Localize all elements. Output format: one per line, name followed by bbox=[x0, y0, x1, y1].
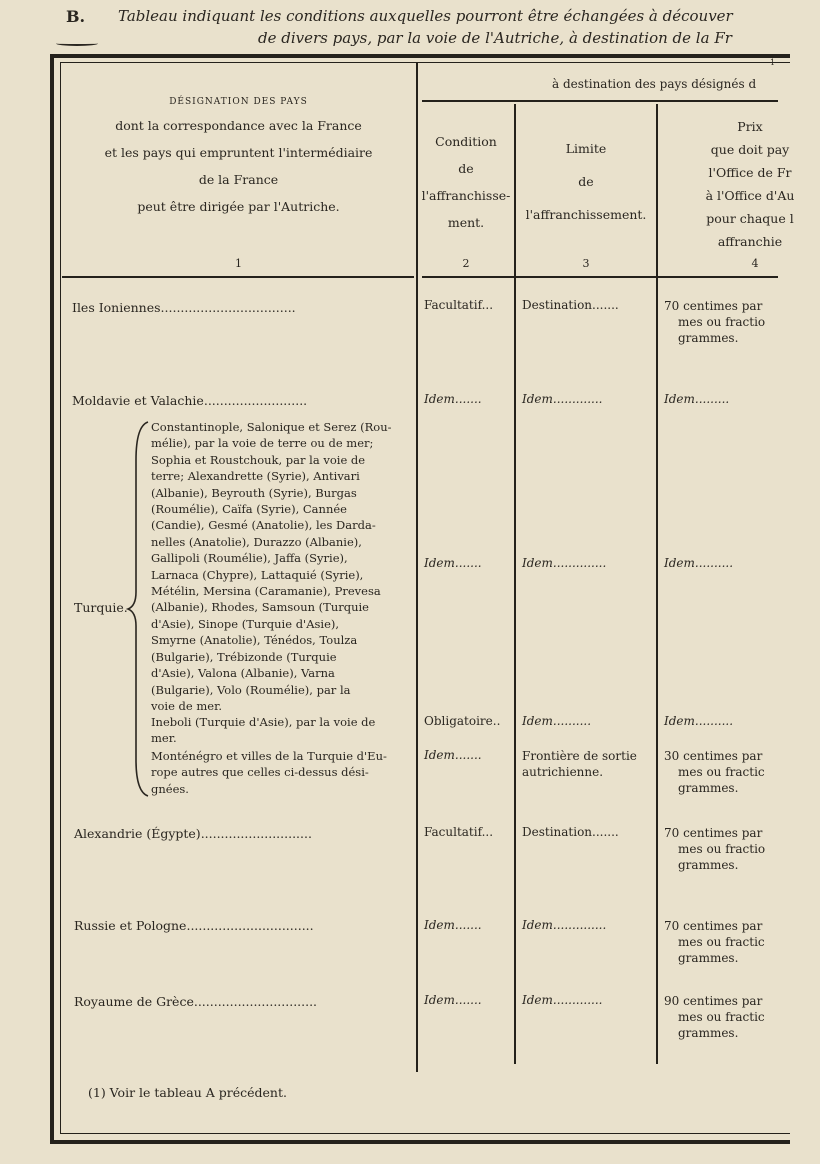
limit-cell bbox=[522, 748, 637, 780]
condition-cell: Facultatif... bbox=[424, 825, 494, 839]
place-line: mélie), par la voie de terre ou de mer; bbox=[151, 436, 374, 451]
condition-cell: Obligatoire.. bbox=[424, 714, 501, 728]
column-header-line: l'Office de Fr bbox=[708, 165, 792, 180]
price-line: mes ou fractio bbox=[678, 315, 766, 329]
table-title-line-1: Tableau indiquant les conditions auxquelles pourront être échangées à découver bbox=[118, 7, 733, 25]
price-line: grammes. bbox=[678, 781, 739, 795]
column-header-line: de la France bbox=[198, 172, 279, 187]
place-line: Ineboli (Turquie d'Asie), par la voie de bbox=[151, 715, 376, 729]
column-header-line: de bbox=[458, 161, 474, 176]
table-letter: B. bbox=[66, 7, 86, 26]
column-divider bbox=[514, 104, 516, 1064]
span-header-rule bbox=[422, 100, 778, 102]
country-iles-ioniennes: Iles Ioniennes.................................. bbox=[72, 300, 296, 315]
top-note: 1 bbox=[770, 58, 776, 67]
price-line: mes ou fractic bbox=[678, 765, 765, 779]
price-cell bbox=[664, 993, 765, 1041]
price-line: grammes. bbox=[678, 858, 739, 872]
country-russie-pologne: Russie et Pologne................................ bbox=[74, 918, 314, 933]
column-header-limit bbox=[516, 132, 656, 231]
place-line: gnées. bbox=[151, 781, 189, 796]
condition-cell: Idem....... bbox=[424, 993, 482, 1007]
price-cell: Idem.......... bbox=[664, 714, 734, 728]
price-cell: Idem......... bbox=[664, 392, 730, 406]
column-header-designation bbox=[66, 92, 411, 220]
price-line: 90 centimes par bbox=[664, 994, 763, 1008]
price-line: mes ou fractic bbox=[678, 935, 765, 949]
span-header: à destination des pays désignés d bbox=[552, 77, 757, 91]
place-line: Constantinople, Salonique et Serez (Rou- bbox=[151, 420, 392, 434]
limit-cell: Idem.............. bbox=[522, 918, 607, 932]
column-header-title: DÉSIGNATION DES PAYS bbox=[169, 97, 308, 107]
column-header-line: peut être dirigée par l'Autriche. bbox=[137, 199, 340, 214]
column-number: 4 bbox=[751, 257, 759, 270]
column-number: 2 bbox=[462, 257, 470, 270]
header-rule bbox=[422, 276, 778, 278]
column-divider bbox=[656, 104, 658, 1064]
column-number: 1 bbox=[235, 257, 242, 270]
limit-cell: Idem............. bbox=[522, 392, 603, 406]
country-alexandrie: Alexandrie (Égypte)............................ bbox=[74, 826, 312, 841]
turquie-sublist-2 bbox=[151, 714, 413, 747]
price-line: grammes. bbox=[678, 331, 739, 345]
price-line: 70 centimes par bbox=[664, 919, 763, 933]
title-swash bbox=[56, 41, 98, 46]
place-line: (Candie), Gesmé (Anatolie), les Darda- bbox=[151, 518, 376, 533]
header-rule bbox=[62, 276, 414, 278]
country-royaume-grece: Royaume de Grèce............................... bbox=[74, 994, 318, 1009]
column-header-line: dont la correspondance avec la France bbox=[115, 118, 362, 133]
price-line: 70 centimes par bbox=[664, 826, 763, 840]
turquie-brace bbox=[126, 420, 152, 798]
price-cell bbox=[664, 918, 765, 966]
column-header-line: Condition bbox=[435, 134, 497, 149]
limit-cell: Idem............. bbox=[522, 993, 603, 1007]
table-title-line-2: de divers pays, par la voie de l'Autriche, à destination de la Fr bbox=[258, 29, 732, 47]
price-line: 30 centimes par bbox=[664, 749, 763, 763]
turquie-sublist-1 bbox=[151, 419, 413, 714]
place-line: rope autres que celles ci-dessus dési- bbox=[151, 765, 369, 780]
country-moldavie-valachie: Moldavie et Valachie.......................... bbox=[72, 393, 308, 408]
column-header-line: de bbox=[578, 174, 594, 189]
place-line: (Albanie), Rhodes, Samsoun (Turquie bbox=[151, 600, 369, 615]
place-line: d'Asie), Sinope (Turquie d'Asie), bbox=[151, 616, 340, 631]
condition-cell: Facultatif... bbox=[424, 298, 494, 312]
limit-line: autrichienne. bbox=[522, 765, 604, 779]
place-line: mer. bbox=[151, 731, 177, 746]
limit-cell: Idem.......... bbox=[522, 714, 592, 728]
place-line: voie de mer. bbox=[151, 698, 222, 713]
column-header-line: l'affranchissement. bbox=[525, 207, 647, 222]
column-header-line: et les pays qui empruntent l'intermédiaire bbox=[104, 145, 373, 160]
column-header-line: Limite bbox=[565, 141, 607, 156]
place-line: Sophia et Roustchouk, par la voie de bbox=[151, 452, 366, 467]
place-line: (Roumélie), Caïfa (Syrie), Cannée bbox=[151, 502, 347, 517]
turquie-sublist-3 bbox=[151, 748, 413, 797]
place-line: nelles (Anatolie), Durazzo (Albanie), bbox=[151, 534, 362, 549]
limit-cell: Idem.............. bbox=[522, 556, 607, 570]
country-turquie: Turquie. bbox=[74, 600, 128, 615]
condition-cell: Idem....... bbox=[424, 556, 482, 570]
price-line: grammes. bbox=[678, 1026, 739, 1040]
limit-cell: Destination....... bbox=[522, 298, 619, 312]
price-cell bbox=[664, 298, 765, 346]
condition-cell: Idem....... bbox=[424, 392, 482, 406]
column-header-line: Prix bbox=[737, 119, 763, 134]
column-header-line: affranchie bbox=[717, 234, 783, 249]
place-line: d'Asie), Valona (Albanie), Varna bbox=[151, 666, 335, 681]
limit-cell: Destination....... bbox=[522, 825, 619, 839]
column-header-line: l'affranchisse- bbox=[421, 188, 511, 203]
place-line: Smyrne (Anatolie), Ténédos, Toulza bbox=[151, 633, 358, 648]
place-line: Monténégro et villes de la Turquie d'Eu- bbox=[151, 749, 387, 763]
price-cell: Idem.......... bbox=[664, 556, 734, 570]
place-line: (Bulgarie), Trébizonde (Turquie bbox=[151, 649, 337, 664]
column-header-line: que doit pay bbox=[710, 142, 790, 157]
price-line: mes ou fractio bbox=[678, 842, 766, 856]
condition-cell: Idem....... bbox=[424, 918, 482, 932]
price-line: 70 centimes par bbox=[664, 299, 763, 313]
column-header-condition bbox=[418, 128, 514, 236]
place-line: Métélin, Mersina (Caramanie), Prevesa bbox=[151, 584, 381, 599]
place-line: terre; Alexandrette (Syrie), Antivari bbox=[151, 469, 360, 484]
place-line: Gallipoli (Roumélie), Jaffa (Syrie), bbox=[151, 551, 348, 566]
condition-cell: Idem....... bbox=[424, 748, 482, 762]
place-line: (Albanie), Beyrouth (Syrie), Burgas bbox=[151, 485, 357, 500]
place-line: (Bulgarie), Volo (Roumélie), par la bbox=[151, 682, 351, 697]
price-cell bbox=[664, 825, 765, 873]
column-number: 3 bbox=[582, 257, 590, 270]
price-cell bbox=[664, 748, 765, 796]
limit-line: Frontière de sortie bbox=[522, 749, 637, 763]
price-line: mes ou fractic bbox=[678, 1010, 765, 1024]
column-header-line: ment. bbox=[447, 215, 485, 230]
column-header-line: à l'Office d'Au bbox=[705, 188, 795, 203]
price-line: grammes. bbox=[678, 951, 739, 965]
column-header-line: pour chaque l bbox=[706, 211, 794, 226]
column-header-price bbox=[680, 115, 820, 253]
footnote: (1) Voir le tableau A précédent. bbox=[88, 1085, 287, 1100]
place-line: Larnaca (Chypre), Lattaquié (Syrie), bbox=[151, 567, 364, 582]
